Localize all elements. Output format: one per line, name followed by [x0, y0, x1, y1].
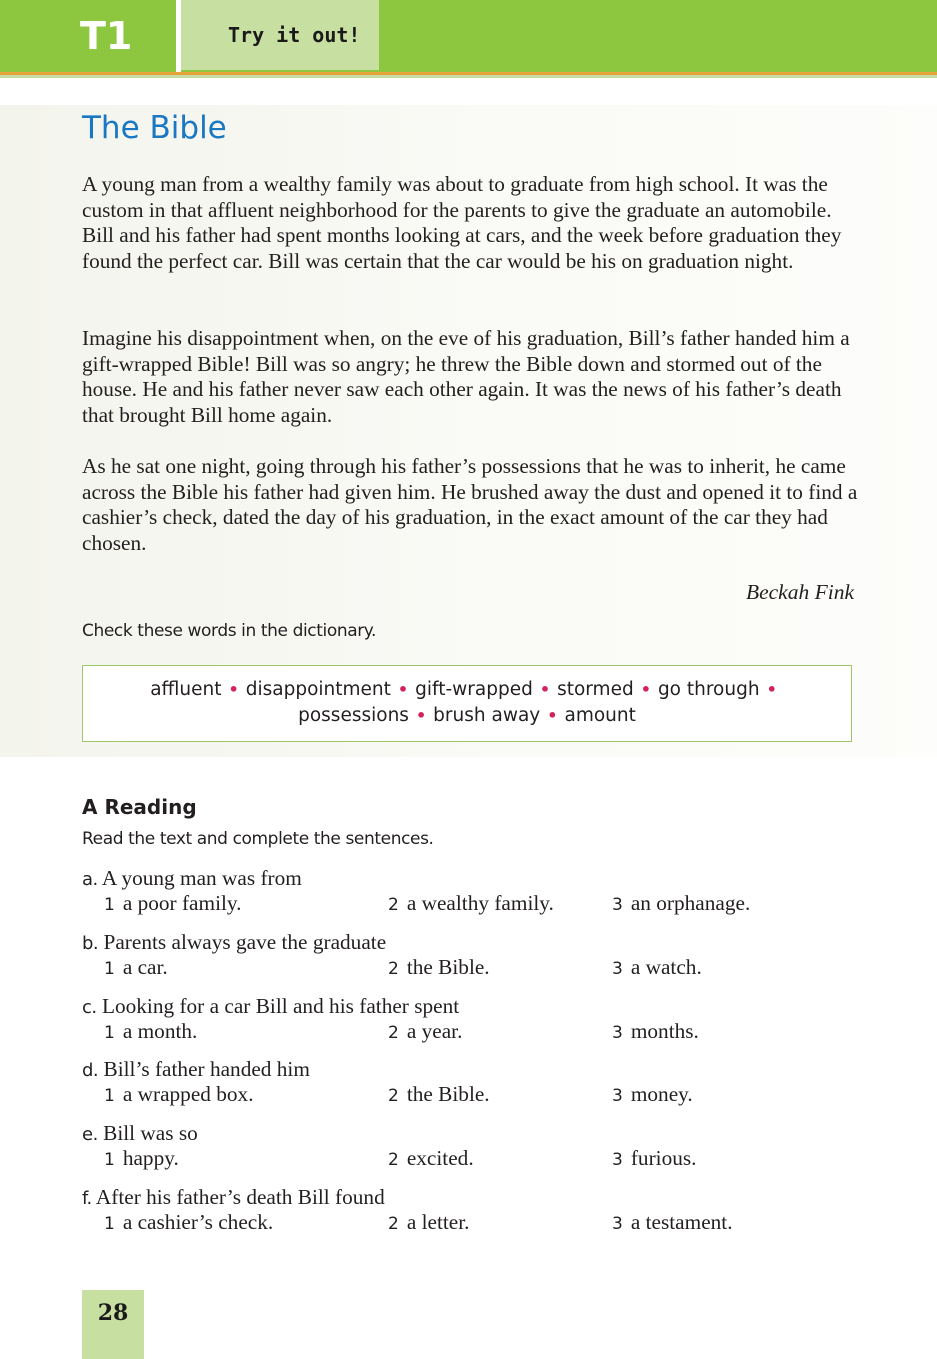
option-number: 2 — [388, 1214, 399, 1234]
vocab-word: brush away — [433, 705, 541, 726]
section-tab-label: Try it out! — [181, 0, 379, 70]
option-2[interactable] — [388, 891, 554, 916]
option-number: 1 — [104, 1150, 115, 1170]
option-text: months. — [630, 1019, 699, 1043]
bullet-dot: • — [640, 680, 651, 699]
vocab-word: amount — [564, 705, 636, 726]
question-letter: e. — [82, 1124, 98, 1145]
option-text: excited. — [406, 1146, 474, 1170]
option-text: a wealthy family. — [406, 891, 554, 915]
question-letter: f. — [82, 1188, 92, 1209]
vocab-word: affluent — [150, 679, 222, 700]
question-letter: a. — [82, 869, 98, 890]
option-2[interactable] — [388, 1082, 490, 1107]
option-3[interactable] — [612, 1210, 733, 1235]
option-number: 2 — [388, 1150, 399, 1170]
question-stem — [82, 1057, 310, 1082]
vocab-instruction: Check these words in the dictionary. — [82, 621, 377, 641]
question-stem — [82, 1185, 385, 1210]
option-3[interactable] — [612, 891, 750, 916]
bullet-dot: • — [539, 680, 551, 699]
exercise-instruction: Read the text and complete the sentences. — [82, 829, 434, 849]
option-text: furious. — [630, 1146, 697, 1170]
option-text: an orphanage. — [630, 891, 751, 915]
story-paragraph-3: As he sat one night, going through his father’s possessions that he was to inherit, he came across the Bible his father had given him. He brushed away the dust and opened it to find a cashier’s check, dated the day of his graduation, in the exact amount of the car they had chosen. — [82, 454, 858, 555]
question-d — [82, 1057, 882, 1113]
option-number: 2 — [388, 1023, 399, 1043]
option-1[interactable] — [104, 1082, 254, 1107]
option-text: happy. — [122, 1146, 179, 1170]
question-stem — [82, 866, 302, 891]
option-text: money. — [630, 1082, 693, 1106]
option-text: a year. — [406, 1019, 463, 1043]
question-text: Bill’s father handed him — [103, 1057, 310, 1081]
option-number: 2 — [388, 895, 399, 915]
vocab-word: disappointment — [245, 679, 391, 700]
question-letter: c. — [82, 997, 97, 1018]
bullet-dot: • — [228, 680, 239, 699]
option-2[interactable] — [388, 1210, 470, 1235]
vocab-word: possessions — [298, 705, 409, 726]
option-3[interactable] — [612, 955, 702, 980]
option-2[interactable] — [388, 955, 490, 980]
page-number: 28 — [82, 1290, 144, 1359]
bullet-dot: • — [547, 706, 558, 725]
question-a — [82, 866, 882, 922]
question-stem — [82, 994, 459, 1019]
header-rule-green — [0, 75, 937, 78]
page-title: The Bible — [82, 110, 227, 146]
vocab-word: go through — [657, 679, 760, 700]
story-author: Beckah Fink — [745, 580, 854, 604]
option-text: a month. — [122, 1019, 198, 1043]
option-text: a letter. — [406, 1210, 470, 1234]
option-number: 1 — [104, 1214, 115, 1234]
option-number: 3 — [612, 1214, 623, 1234]
option-1[interactable] — [104, 1210, 273, 1235]
option-number: 1 — [104, 959, 115, 979]
option-2[interactable] — [388, 1146, 474, 1171]
option-3[interactable] — [612, 1019, 699, 1044]
option-text: a watch. — [630, 955, 702, 979]
exercise-title: A Reading — [82, 795, 197, 819]
story-paragraph-2: Imagine his disappointment when, on the eve of his graduation, Bill’s father handed him a gift-wrapped Bible! Bill was so angry; he threw the Bible down and stormed out of the house. He and his father never saw each other again. It was the news of his father’s death that brought Bill home again. — [82, 326, 850, 427]
option-number: 3 — [612, 1023, 623, 1043]
question-e — [82, 1121, 882, 1177]
option-text: a wrapped box. — [122, 1082, 254, 1106]
question-letter: d. — [82, 1060, 99, 1081]
option-number: 1 — [104, 1086, 115, 1106]
question-text: After his father’s death Bill found — [95, 1185, 385, 1209]
question-stem — [82, 1121, 198, 1146]
option-text: the Bible. — [406, 1082, 490, 1106]
question-c — [82, 994, 882, 1050]
bullet-dot: • — [766, 680, 777, 699]
option-text: a cashier’s check. — [122, 1210, 274, 1234]
vocab-word: gift-wrapped — [415, 679, 533, 700]
question-text: Bill was so — [103, 1121, 198, 1145]
vocab-word-box — [82, 665, 852, 742]
option-text: a poor family. — [122, 891, 242, 915]
option-1[interactable] — [104, 891, 242, 916]
option-1[interactable] — [104, 1146, 179, 1171]
bullet-dot: • — [397, 680, 409, 699]
option-number: 2 — [388, 1086, 399, 1106]
option-number: 3 — [612, 1150, 623, 1170]
option-3[interactable] — [612, 1082, 693, 1107]
option-2[interactable] — [388, 1019, 462, 1044]
option-1[interactable] — [104, 955, 168, 980]
question-b — [82, 930, 882, 986]
vocab-word: stormed — [557, 679, 634, 700]
question-f — [82, 1185, 882, 1241]
option-number: 2 — [388, 959, 399, 979]
option-3[interactable] — [612, 1146, 697, 1171]
story-paragraph-1: A young man from a wealthy family was about to graduate from high school. It was the custom in that affluent neighborhood for the parents to give the graduate an automobile. Bill and his father had spent months looking at cars, and the week before graduation they found the perfect car. Bill was certain that the car would be his on graduation night. — [82, 172, 842, 273]
question-text: Looking for a car Bill and his father spent — [101, 994, 460, 1018]
question-letter: b. — [82, 933, 99, 954]
option-text: a car. — [122, 955, 168, 979]
question-stem — [82, 930, 386, 955]
option-1[interactable] — [104, 1019, 197, 1044]
option-text: a testament. — [630, 1210, 733, 1234]
unit-code: T1 — [0, 0, 176, 72]
option-number: 3 — [612, 895, 623, 915]
question-text: Parents always gave the graduate — [103, 930, 387, 954]
option-number: 3 — [612, 959, 623, 979]
option-number: 1 — [104, 895, 115, 915]
bullet-dot: • — [415, 706, 427, 725]
question-text: A young man was from — [101, 866, 302, 890]
option-text: the Bible. — [406, 955, 490, 979]
option-number: 3 — [612, 1086, 623, 1106]
option-number: 1 — [104, 1023, 115, 1043]
